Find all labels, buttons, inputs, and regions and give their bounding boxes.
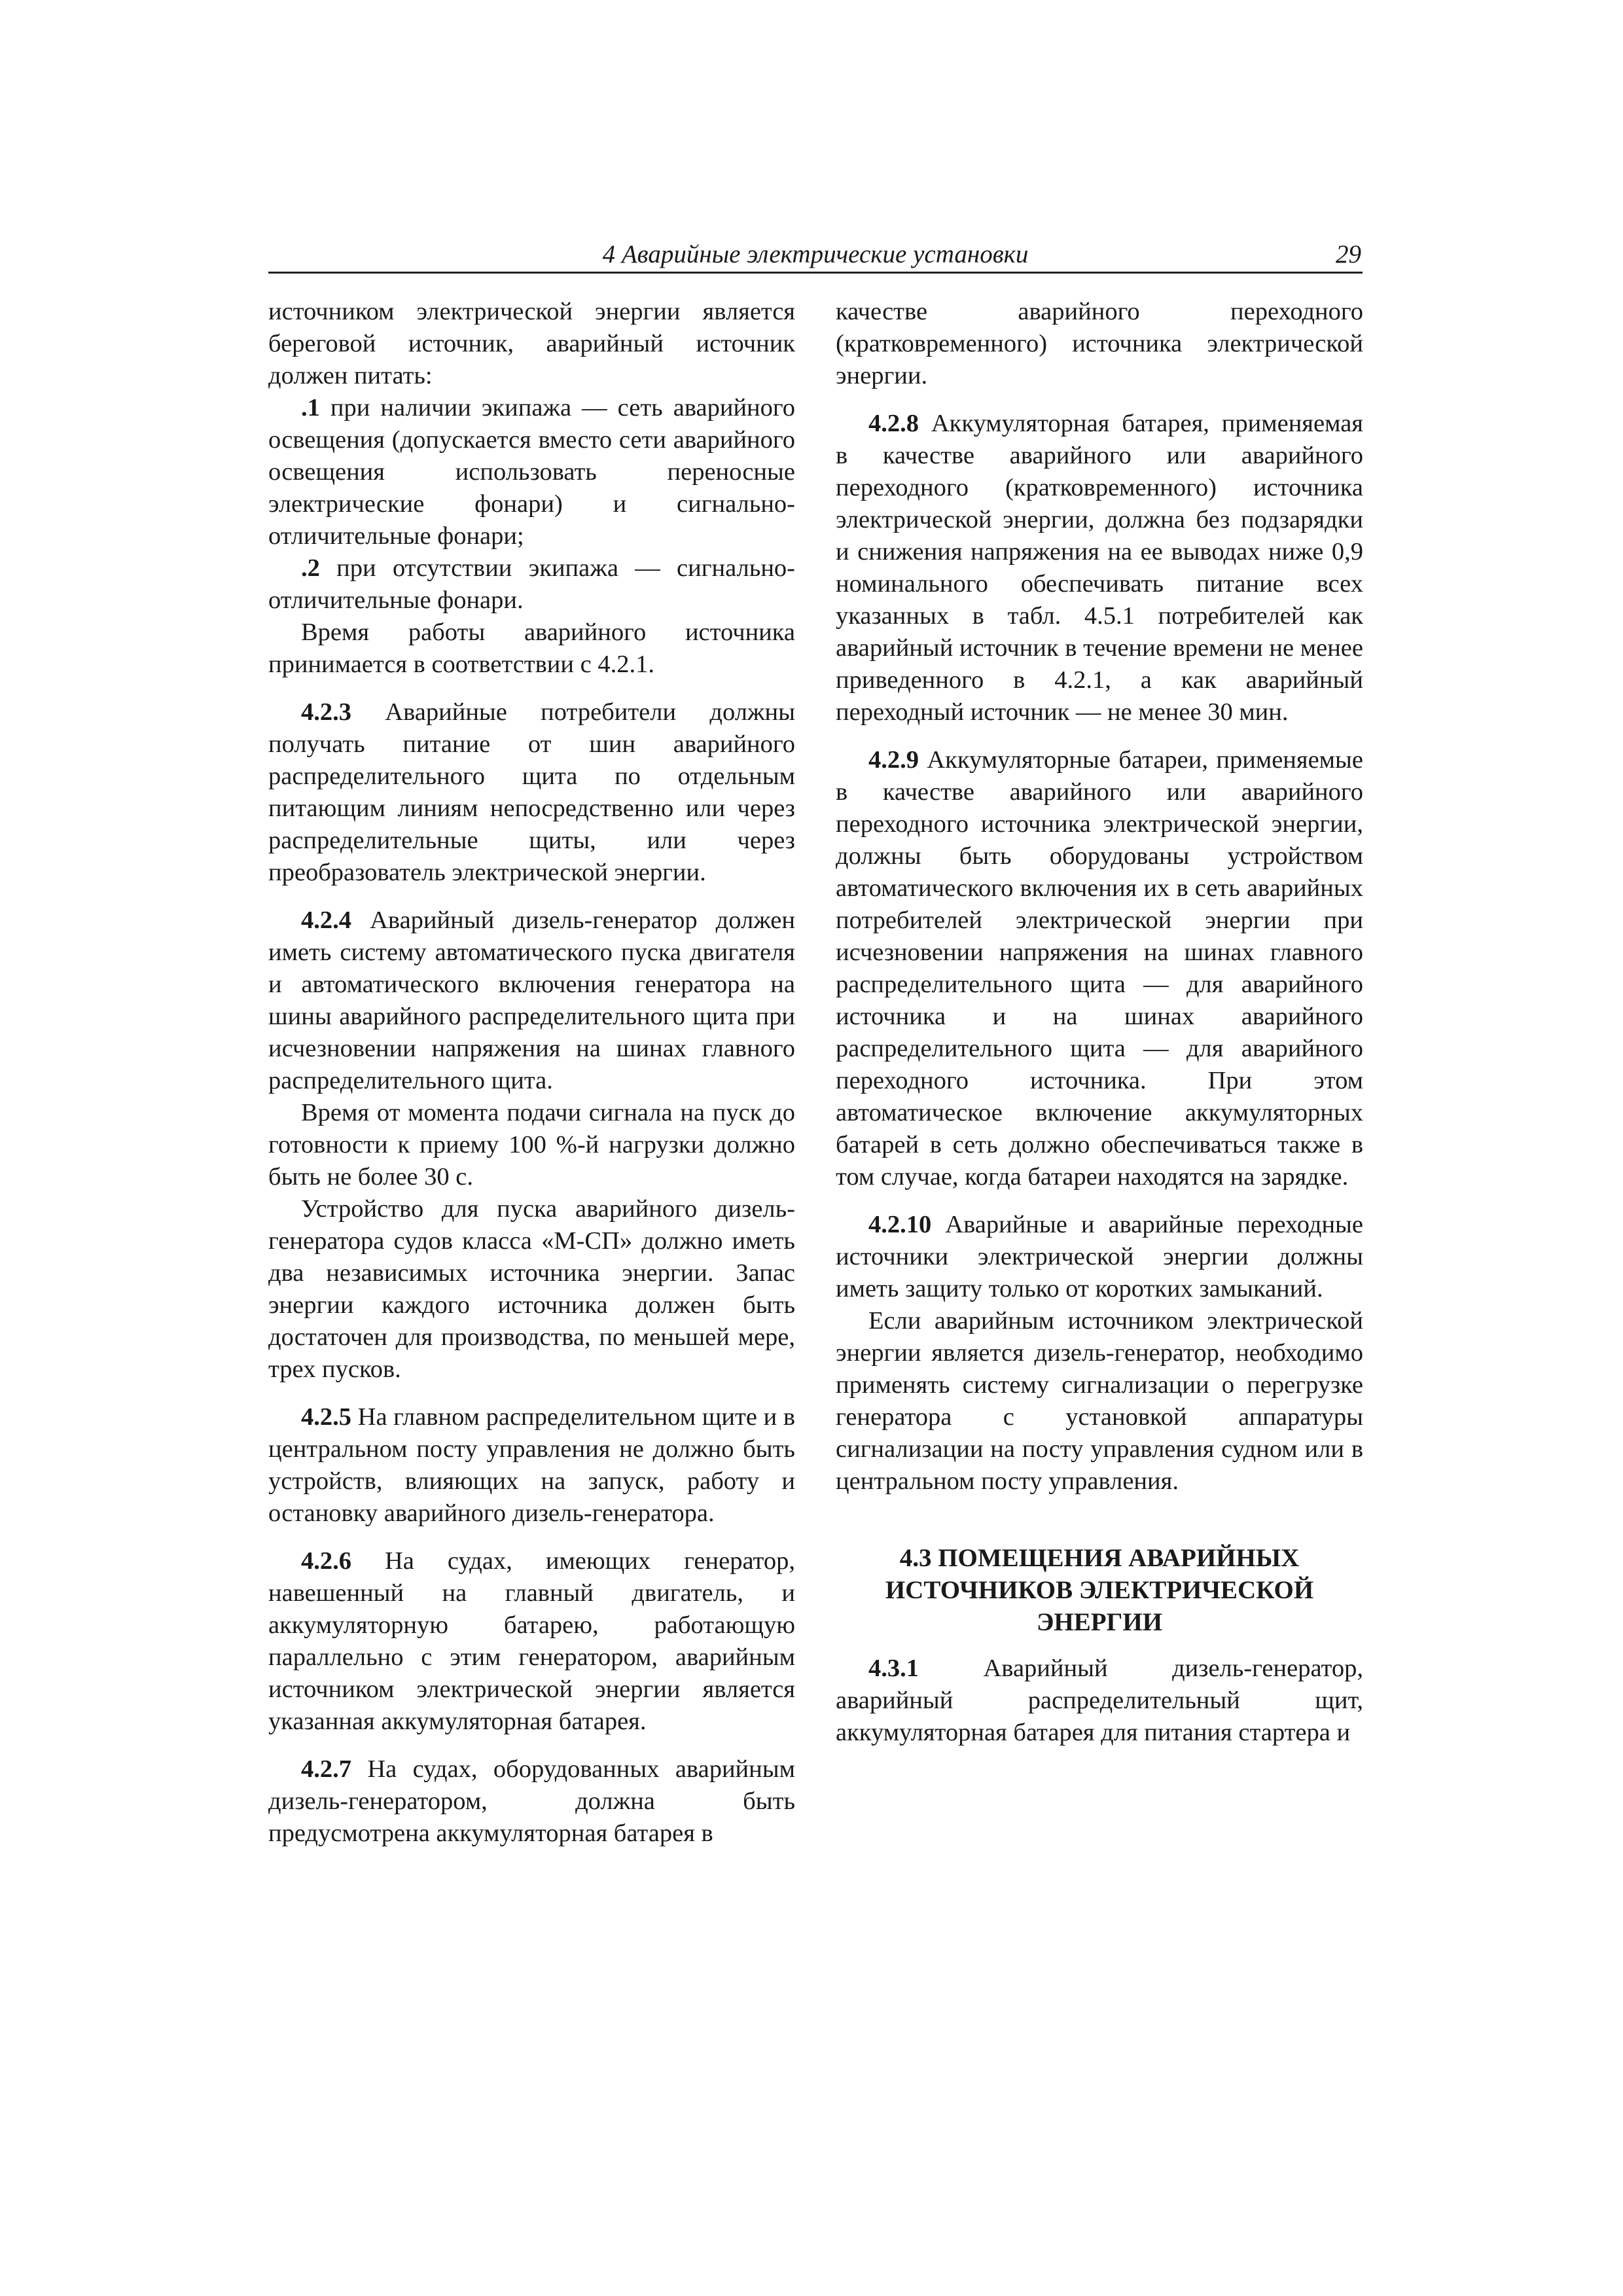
list-item	[268, 392, 795, 552]
clause-number: 4.2.5	[301, 1403, 351, 1431]
item-text: при отсутствии экипажа — сигнально-отличительные фонари.	[268, 554, 795, 614]
clause-number: 4.2.9	[868, 746, 919, 774]
clause-text: На главном распределительном щите и в центральном посту управления не должно быть устройств, влияющих на запуск, работу и остановку аварийного дизель-генератора.	[268, 1403, 795, 1527]
header-title: 4 Аварийные электрические установки	[602, 240, 1029, 268]
clause-4-2-10	[836, 1209, 1363, 1305]
clause-number: 4.2.4	[301, 906, 351, 934]
item-text: при наличии экипажа — сеть аварийного освещения (допускается вместо сети аварийного освещения использовать переносные электрические фонари) и сигнально-отличительные фонари;	[268, 394, 795, 550]
running-header	[268, 238, 1363, 274]
paragraph: Устройство для пуска аварийного дизель-генератора судов класса «М-СП» должно иметь два независимых источника энергии. Запас энергии каждого источника должен быть достаточен для производства, по меньшей мере, трех пусков.	[268, 1195, 795, 1383]
clause-text: Аккумуляторные батареи, применяемые в качестве аварийного или аварийного переходного источника электрической энергии, должны быть оборудованы устройством автоматического включения их в сеть аварийных потребителей электрической энергии при исчезновении напряжения на шинах главного распределительного щита — для аварийного источника и на шинах аварийного распределительного щита — для аварийного переходного источника. При этом автоматическое включение аккумуляторных батарей в сеть должно обеспечиваться также в том случае, когда батареи находятся на зарядке.	[836, 746, 1363, 1191]
clause-text: Аварийный дизель-генератор должен иметь систему автоматического пуска двигателя и автоматического включения генератора на шины аварийного распределительного щита при исчезновении напряжения на шинах главного распределительного щита.	[268, 906, 795, 1094]
clause-4-2-4	[268, 905, 795, 1097]
clause-4-2-7	[268, 1753, 795, 1850]
clause-text: Аварийные и аварийные переходные источники электрической энергии должны иметь защиту только от коротких замыканий.	[836, 1211, 1363, 1302]
clause-text: Аккумуляторная батарея, применяемая в качестве аварийного или аварийного переходного (кратковременного) источника электрической энергии, должна без подзарядки и снижения напряжения на ее выводах ниже 0,9 номинального обеспечивать питание всех указанных в табл. 4.5.1 потребителей как аварийный источник в течение времени не менее приведенного в 4.2.1, а как аварийный переходный источник — не менее 30 мин.	[836, 410, 1363, 726]
clause-4-2-9	[836, 744, 1363, 1193]
paragraph: Если аварийным источником электрической энергии является дизель-генератор, необходимо применять систему сигнализации о перегрузке генератора с установкой аппаратуры сигнализации на посту управления судном или в центральном посту управления.	[836, 1307, 1363, 1495]
clause-number: 4.2.6	[301, 1547, 351, 1575]
clause-4-2-6	[268, 1545, 795, 1738]
section-heading: 4.3 ПОМЕЩЕНИЯ АВАРИЙНЫХ ИСТОЧНИКОВ ЭЛЕКТРИЧЕСКОЙ ЭНЕРГИИ	[885, 1544, 1314, 1636]
clause-text: На судах, оборудованных аварийным дизель-генератором, должна быть предусмотрена аккумуляторная батарея в	[268, 1755, 795, 1847]
right-column	[836, 296, 1363, 1749]
list-item	[268, 552, 795, 617]
clause-4-2-8	[836, 408, 1363, 728]
clause-4-3-1	[836, 1653, 1363, 1749]
clause-text: На судах, имеющих генератор, навешенный на главный двигатель, и аккумуляторную батарею, работающую параллельно с этим генератором, аварийным источником электрической энергии является указанная аккумуляторная батарея.	[268, 1547, 795, 1735]
clause-number: 4.2.10	[868, 1211, 932, 1238]
paragraph: источником электрической энергии является береговой источник, аварийный источник должен питать:	[268, 298, 795, 389]
clause-4-2-5	[268, 1401, 795, 1530]
page-number: 29	[1336, 240, 1361, 268]
clause-number: 4.2.8	[868, 410, 919, 437]
item-number: .2	[301, 554, 320, 582]
paragraph: Время работы аварийного источника принимается в соответствии с 4.2.1.	[268, 619, 795, 678]
clause-4-2-3	[268, 696, 795, 889]
clause-number: 4.2.3	[301, 698, 351, 726]
clause-number: 4.2.7	[301, 1755, 351, 1783]
paragraph: качестве аварийного переходного (кратковременного) источника электрической энергии.	[836, 298, 1363, 389]
clause-text: Аварийный дизель-генератор, аварийный распределительный щит, аккумуляторная батарея для питания стартера и	[836, 1655, 1363, 1746]
item-number: .1	[301, 394, 320, 422]
clause-number: 4.3.1	[868, 1655, 919, 1682]
left-column	[268, 296, 795, 1850]
clause-text: Аварийные потребители должны получать питание от шин аварийного распределительного щита по отдельным питающим линиям непосредственно или через распределительные щиты, или через преобразователь электрической энергии.	[268, 698, 795, 886]
paragraph: Время от момента подачи сигнала на пуск до готовности к приему 100 %-й нагрузки должно быть не более 30 с.	[268, 1099, 795, 1191]
